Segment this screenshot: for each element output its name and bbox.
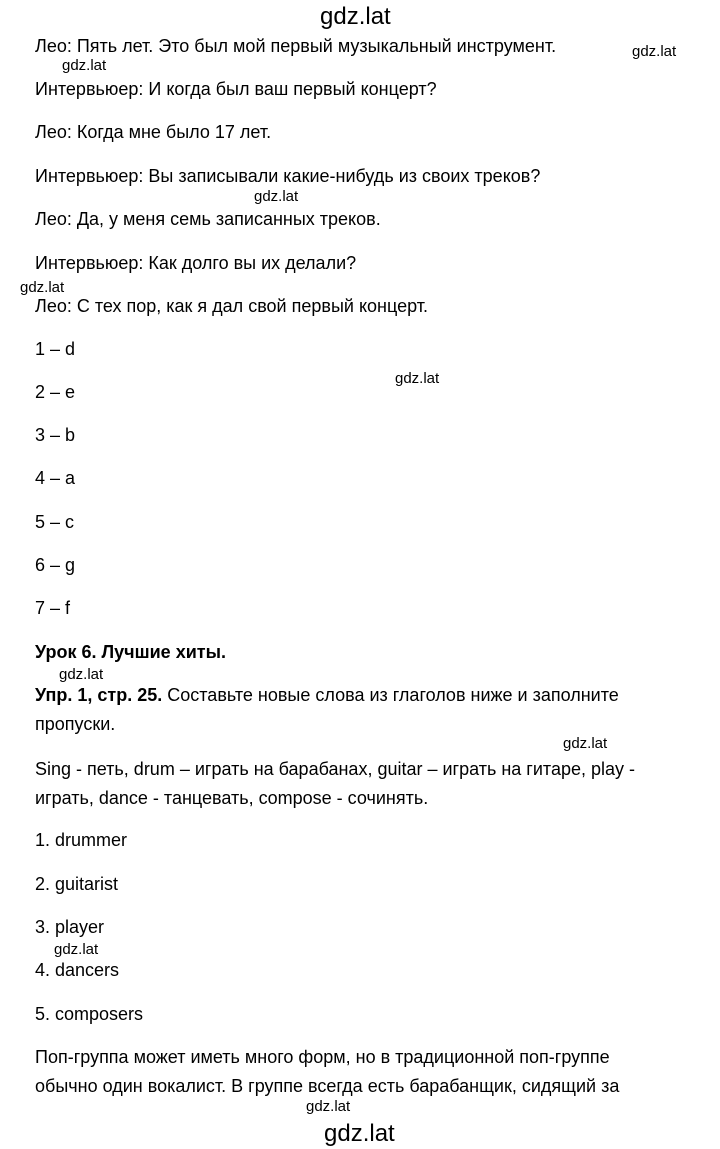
dialogue-line: Интервьюер: Как долго вы их делали? — [35, 253, 357, 273]
watermark: gdz.lat — [62, 57, 107, 74]
exercise-task-cont: пропуски. — [35, 714, 116, 734]
answer-item: 1 – d — [35, 339, 76, 359]
watermark: gdz.lat — [20, 279, 65, 296]
answer-item: 6 – g — [35, 555, 76, 575]
paragraph-line: обычно один вокалист. В группе всегда есть барабанщик, сидящий за — [35, 1076, 620, 1096]
word-item: 2. guitarist — [35, 874, 119, 894]
answer-item: 3 – b — [35, 425, 76, 445]
word-item: 4. dancers — [35, 960, 120, 980]
answer-item: 5 – c — [35, 512, 75, 532]
exercise-task-text: Составьте новые слова из глаголов ниже и заполните — [162, 685, 619, 705]
verbs-line: Sing - петь, drum – играть на барабанах, guitar – играть на гитаре, play - — [35, 759, 636, 779]
paragraph-line: Поп-группа может иметь много форм, но в традиционной поп-группе — [35, 1047, 610, 1067]
word-item: 1. drummer — [35, 830, 128, 850]
dialogue-line: Лео: Когда мне было 17 лет. — [35, 122, 272, 142]
dialogue-line: Лео: С тех пор, как я дал свой первый концерт. — [35, 296, 428, 316]
watermark-bottom: gdz.lat — [324, 1120, 395, 1147]
watermark: gdz.lat — [563, 735, 608, 752]
dialogue-line: Лео: Да, у меня семь записанных треков. — [35, 209, 381, 229]
watermark: gdz.lat — [59, 666, 104, 683]
answer-item: 2 – e — [35, 382, 76, 402]
answer-item: 4 – a — [35, 468, 76, 488]
dialogue-line: Интервьюер: И когда был ваш первый концерт? — [35, 79, 437, 99]
watermark: gdz.lat — [395, 370, 440, 387]
dialogue-line: Лео: Пять лет. Это был мой первый музыкальный инструмент. — [35, 36, 557, 56]
word-item: 5. composers — [35, 1004, 144, 1024]
verbs-line: играть, dance - танцевать, compose - сочинять. — [35, 788, 429, 808]
exercise-ref: Упр. 1, стр. 25. — [35, 685, 163, 705]
watermark: gdz.lat — [54, 941, 99, 958]
exercise-task — [35, 683, 619, 707]
dialogue-line: Интервьюер: Вы записывали какие-нибудь из своих треков? — [35, 166, 541, 186]
watermark: gdz.lat — [632, 43, 677, 60]
watermark: gdz.lat — [306, 1098, 351, 1115]
word-item: 3. player — [35, 917, 105, 937]
watermark: gdz.lat — [254, 188, 299, 205]
watermark-top: gdz.lat — [320, 3, 391, 30]
lesson-title: Урок 6. Лучшие хиты. — [35, 642, 226, 662]
answer-item: 7 – f — [35, 598, 71, 618]
